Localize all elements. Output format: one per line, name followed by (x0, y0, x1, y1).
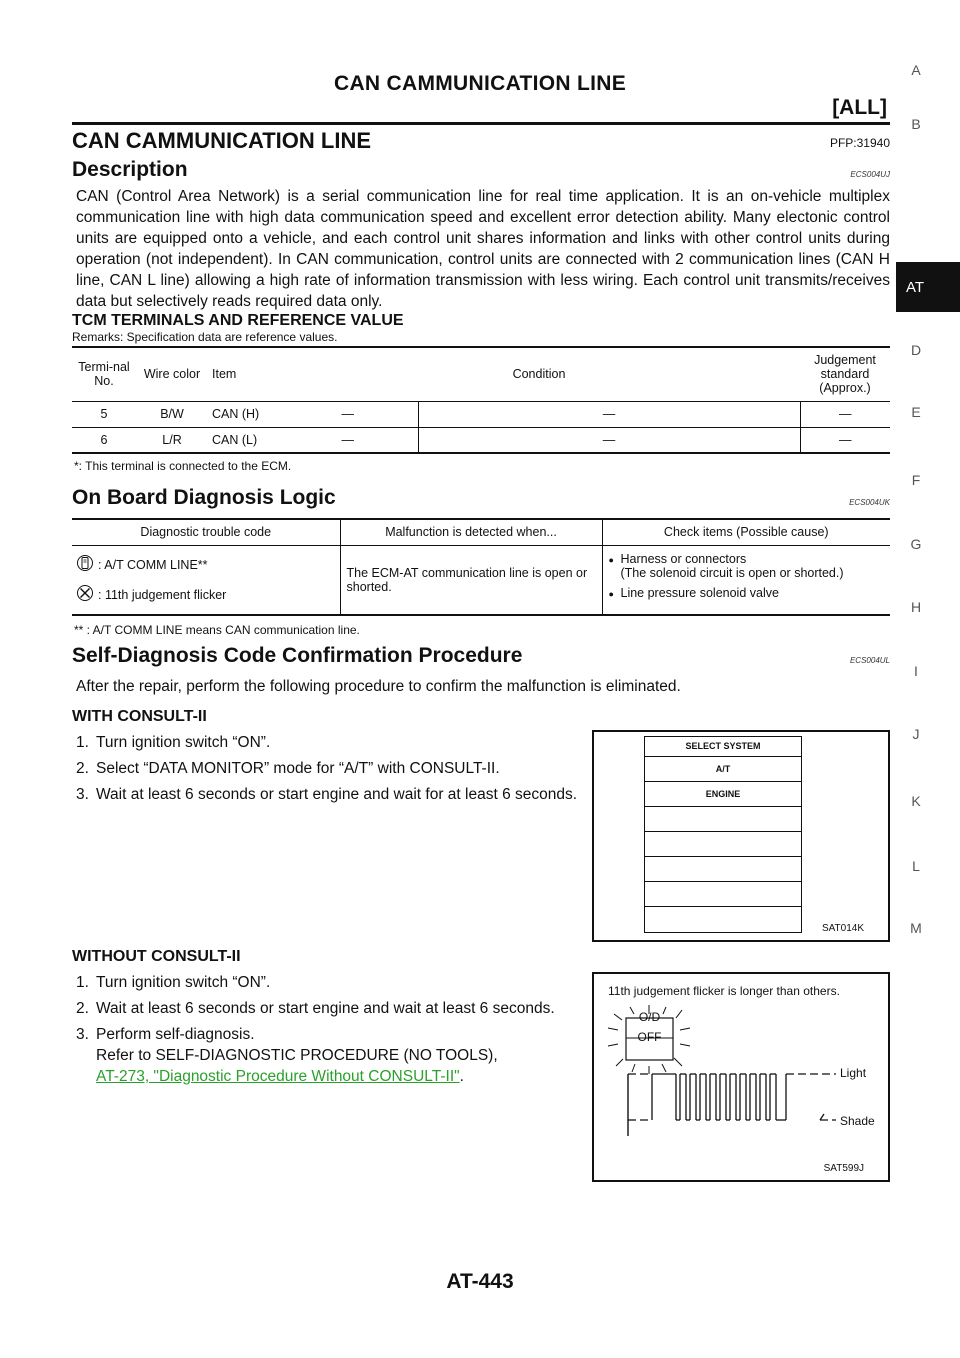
tcm-table (72, 346, 890, 454)
step-text: Turn ignition switch “ON”. (96, 734, 271, 751)
check-item-1-label: Harness or connectors (620, 551, 747, 566)
list-item: 3. Wait at least 6 seconds or start engine and wait for at least 6 seconds. (76, 786, 578, 803)
description-text: CAN (Control Area Network) is a serial communication line for real time application. It is an on-vehicle multiplex communication line with high data communication speed and excellent error detection ability. Many electonic control units are equipped onto a vehicle, and each control unit shares information and links with other control units during operation (not independent). In CAN communication, control units are connected with 2 communication lines (CAN H line, CAN L line) allowing a high rate of information transmission with less wiring. Each control unit transmits/receives data but selectively reads required data only. (76, 188, 890, 310)
system-option-empty (645, 882, 801, 907)
select-system-screen (644, 736, 802, 933)
with-consult-heading: WITH CONSULT-II (72, 708, 207, 725)
cell: — (418, 401, 800, 427)
lamp-label-od: O/D (638, 1010, 661, 1024)
cell: L/R (162, 432, 182, 447)
col-judgement: Judgement standard (Approx.) (800, 347, 890, 401)
sdc-intro: After the repair, perform the following procedure to confirm the malfunction is eliminated. (76, 678, 681, 695)
index-letter-h[interactable]: H (910, 599, 922, 615)
refer-link-row (96, 1066, 582, 1087)
cell: — (418, 427, 800, 453)
dtc-comm-line: : A/T COMM LINE** (98, 557, 208, 572)
tcm-remarks: Remarks: Specification data are reference values. (72, 330, 338, 344)
step-text: Wait at least 6 seconds or start engine and wait for at least 6 seconds. (96, 786, 578, 803)
tcm-heading: TCM TERMINALS AND REFERENCE VALUE (72, 312, 404, 329)
main-title-row (72, 128, 890, 156)
check-items-cell (602, 545, 890, 615)
refer-text: Refer to SELF-DIAGNOSTIC PROCEDURE (NO TOOLS), (96, 1047, 498, 1064)
description-heading-row (72, 158, 890, 184)
bullet-icon: ● (608, 554, 614, 565)
index-letter-d[interactable]: D (910, 342, 922, 358)
obd-table-wrap (72, 518, 890, 637)
obd-table (72, 518, 890, 616)
cell: 6 (100, 432, 108, 447)
cell: B/W (136, 401, 208, 427)
list-item: 2. Wait at least 6 seconds or start engine and wait at least 6 seconds. (76, 1000, 555, 1017)
check-item-2 (609, 586, 885, 603)
shade-label: Shade (840, 1114, 875, 1128)
step-text: Perform self-diagnosis. (96, 1026, 255, 1043)
obd-code: ECS004UK (849, 498, 890, 507)
sdc-heading: Self-Diagnosis Code Confirmation Procedure (72, 644, 523, 667)
dtc-line-2 (76, 582, 336, 608)
page-number: AT-443 (446, 1270, 514, 1293)
header-rule (72, 122, 890, 125)
index-letter-k[interactable]: K (911, 793, 921, 809)
col-wire-color: Wire color (136, 347, 208, 401)
step-text: Wait at least 6 seconds or start engine and wait at least 6 seconds. (96, 1000, 555, 1017)
col-check-items: Check items (Possible cause) (602, 519, 890, 545)
index-letter-b[interactable]: B (911, 116, 921, 132)
tester-icon (76, 554, 98, 575)
col-terminal: Termi-nal No. (72, 347, 136, 401)
system-option-at[interactable]: A/T (645, 757, 801, 782)
figure-code: SAT014K (821, 923, 864, 934)
index-letter-at-active[interactable]: AT (896, 262, 960, 312)
without-consult-heading: WITHOUT CONSULT-II (72, 948, 241, 965)
light-label: Light (840, 1066, 867, 1080)
lamp-label-off: OFF (637, 1030, 662, 1044)
cell: CAN (H) (208, 401, 278, 427)
system-option-engine[interactable]: ENGINE (645, 782, 801, 807)
tcm-heading-block (72, 312, 890, 344)
cell: CAN (L) (212, 432, 258, 447)
col-item: Item (208, 347, 278, 401)
link-period: . (459, 1068, 464, 1085)
description-code: ECS004UJ (850, 170, 890, 179)
index-letter-l[interactable]: L (912, 858, 920, 874)
list-item: 2. Select “DATA MONITOR” mode for “A/T” with CONSULT-II. (76, 760, 500, 777)
step-text: Turn ignition switch “ON”. (96, 974, 271, 991)
bullet-icon: ● (608, 588, 614, 599)
obd-footnote: ** : A/T COMM LINE means CAN communication line. (74, 622, 360, 637)
check-item-1-detail: (The solenoid circuit is open or shorted.) (620, 565, 844, 580)
sdc-heading-row (72, 644, 890, 670)
dtc-cell (72, 545, 340, 615)
index-letter-m[interactable]: M (910, 920, 922, 936)
dtc-flicker: : 11th judgement flicker (98, 587, 227, 602)
system-option-empty (645, 832, 801, 857)
obd-heading: On Board Diagnosis Logic (72, 486, 336, 509)
system-option-empty (645, 857, 801, 882)
index-letter-i[interactable]: I (914, 663, 918, 679)
select-system-title: SELECT SYSTEM (645, 737, 801, 757)
index-letter-e[interactable]: E (911, 404, 921, 420)
check-item-1 (609, 552, 885, 580)
index-letter-a[interactable]: A (911, 62, 921, 78)
cell: — (278, 401, 418, 427)
check-item-2-label: Line pressure solenoid valve (620, 585, 779, 600)
col-dtc: Diagnostic trouble code (72, 519, 340, 545)
system-option-empty (645, 907, 801, 932)
system-option-empty (645, 807, 801, 832)
tcm-footnote: *: This terminal is connected to the ECM. (74, 459, 292, 473)
figure-code: SAT599J (823, 1163, 864, 1174)
diagnostic-procedure-link[interactable]: AT-273, "Diagnostic Procedure Without CONSULT-II" (96, 1068, 460, 1085)
figure-od-off-flicker (592, 972, 890, 1182)
figure-select-system (592, 730, 890, 942)
with-consult-steps (76, 732, 582, 810)
table-row (72, 427, 890, 453)
page-header-scope: [ALL] (832, 96, 887, 119)
tcm-table-wrap (72, 346, 890, 473)
malfunction-cell: The ECM-AT communication line is open or shorted. (340, 545, 602, 615)
index-letter-g[interactable]: G (910, 536, 922, 552)
flicker-caption: 11th judgement flicker is longer than others. (608, 984, 840, 998)
table-row (72, 545, 890, 615)
list-item: 3. Perform self-diagnosis. Refer to SELF-DIAGNOSTIC PROCEDURE (NO TOOLS), AT-273, "Diagnostic Procedure Without CONSULT-II". (76, 1024, 582, 1087)
page-header-title: CAN CAMMUNICATION LINE (333, 72, 627, 95)
dtc-line-1 (76, 552, 336, 578)
cell: — (341, 432, 354, 447)
cell: — (800, 427, 890, 453)
step-text: Select “DATA MONITOR” mode for “A/T” with CONSULT-II. (96, 760, 500, 777)
table-row (72, 401, 890, 427)
obd-heading-row (72, 486, 890, 512)
list-item: 1. Turn ignition switch “ON”. (76, 974, 271, 991)
list-item: 1. Turn ignition switch “ON”. (76, 734, 271, 751)
col-malfunction: Malfunction is detected when... (340, 519, 602, 545)
without-consult-steps (76, 972, 582, 1092)
cell: 5 (72, 401, 136, 427)
sdc-code: ECS004UL (849, 656, 890, 665)
main-title: CAN CAMMUNICATION LINE (72, 128, 372, 153)
col-condition: Condition (278, 347, 800, 401)
pfp-code: PFP:31940 (829, 136, 890, 150)
cell: — (800, 401, 890, 427)
index-letter-j[interactable]: J (912, 726, 920, 742)
index-letter-f[interactable]: F (911, 472, 921, 488)
no-tools-icon (76, 584, 98, 605)
description-heading: Description (72, 158, 188, 181)
